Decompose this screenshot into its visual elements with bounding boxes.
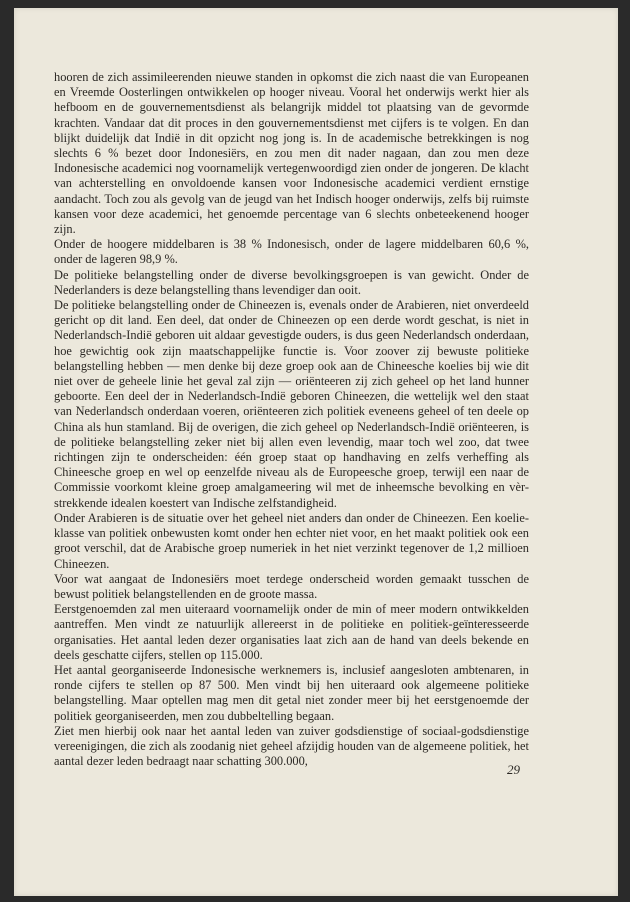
page-number: 29 bbox=[507, 762, 520, 777]
book-page bbox=[14, 8, 618, 896]
paragraph: Voor wat aangaat de Indonesiërs moet terdege onderscheid worden gemaakt tusschen de bewust politiek belangstellenden en de groote massa. bbox=[54, 571, 529, 601]
paragraph: Onder de hoogere middelbaren is 38 % Indonesisch, onder de lagere middelbaren 60,6 %, onder de lageren 98,9 %. bbox=[54, 237, 529, 267]
paragraph: De politieke belangstelling onder de diverse bevolkingsgroepen is van gewicht. Onder de Nederlanders is deze belangstelling thans levendiger dan ooit. bbox=[54, 267, 529, 297]
paragraph: Onder Arabieren is de situatie over het geheel niet anders dan onder de Chineezen. Een koelie-klasse van politiek onbewusten komt onder hen echter niet voor, en het maakt politiek ook een groot verschil, dat de Arabische groep numeriek in het niet verzinkt tegenover de 1,2 millioen Chineezen. bbox=[54, 510, 529, 571]
body-text bbox=[54, 70, 529, 769]
paragraph: Eerstgenoemden zal men uiteraard voornamelijk onder de min of meer modern ontwikkelden aantreffen. Men vindt ze natuurlijk allereerst in de politieke en politiek-geïnteresseerde organisaties. Het aantal leden dezer organisaties laat zich aan de hand van deels bekende en deels geschatte cijfers, stellen op 115.000. bbox=[54, 602, 529, 662]
paragraph: Het aantal georganiseerde Indonesische werknemers is, inclusief aangesloten ambtenaren, in ronde cijfers te stellen op 87 500. Men vindt bij hen uiteraard ook algemeene politieke belangstelling. Maar optellen mag men dit getal niet zonder meer bij het eerstgenoemde der politiek georganiseerden, men zou dubbeltelling begaan. bbox=[54, 662, 529, 723]
paragraph: Ziet men hierbij ook naar het aantal leden van zuiver godsdienstige of sociaal-godsdienstige vereenigingen, die zich als zoodanig niet geheel afzijdig houden van de algemeene politiek, het aantal dezer leden bedraagt naar schatting 300.000, bbox=[54, 723, 529, 769]
paragraph: De politieke belangstelling onder de Chineezen is, evenals onder de Arabieren, niet onverdeeld gericht op dit land. Een deel, dat onder de Chineezen op een derde wordt geschat, is niet in Nederlandsch-Indië geboren uit aldaar gevestigde ouders, is dus geen Nederlandsch onderdaan, hoe gewichtig ook zijn maatschappelijke functie is. Voor zoover zij bewuste politieke belangstelling hebben — men denke bij deze groep ook aan de Chineesche koelies bij wie dit niet over de geheele linie het geval zal zijn — oriënteeren zij zich geheel op het land hunner geboorte. Een deel der in Nederlandsch-Indië geboren Chineezen, die wettelijk wel den staat van Nederlandsch onderdaan voeren, oriënteeren zich politiek eveneens geheel of ten deele op China als hun stamland. Bij de overigen, die zich geheel op Nederlandsch-Indië oriënteeren, is de politieke belangstelling zeker niet bij allen even levendig, maar toch wel zoo, dat twee richtingen zijn te onderscheiden: één groep staat op handhaving en zelfs verheffing als Chineesche groep en wel op eenzelfde niveau als de Europeesche groep, terwijl een naar de Commissie voorkomt kleine groep amalgameering wil met de inheemsche bevolking en vèr-strekkende idealen koestert van Indische zelfstandigheid. bbox=[54, 298, 529, 510]
paragraph: hooren de zich assimileerenden nieuwe standen in opkomst die zich naast die van Europeanen en Vreemde Oosterlingen ontwikkelen op hooger niveau. Vooral het onderwijs werkt hier als hefboom en de gouvernementsdienst als belangrijk middel tot plaatsing van de gevormde krachten. Vandaar dat dit proces in den gouvernementsdienst met cijfers is te volgen. En dan blijkt duidelijk dat Indië in dit opzicht nog jong is. In de academische betrekkingen is nog slechts 6 % bezet door Indonesiërs, en zou men dit nader nagaan, dan zou men deze Indonesische academici nog voornamelijk vertegenwoordigd zien onder de jongeren. De klacht van achterstelling en onvoldoende kansen voor Indonesische academici verdient ernstige aandacht. Toch zou als gevolg van de jeugd van het Indisch hooger onderwijs, zelfs bij ruimste kansen voor deze academici, het genoemde percentage van 6 slechts onbeteekenend hooger zijn. bbox=[54, 70, 529, 237]
